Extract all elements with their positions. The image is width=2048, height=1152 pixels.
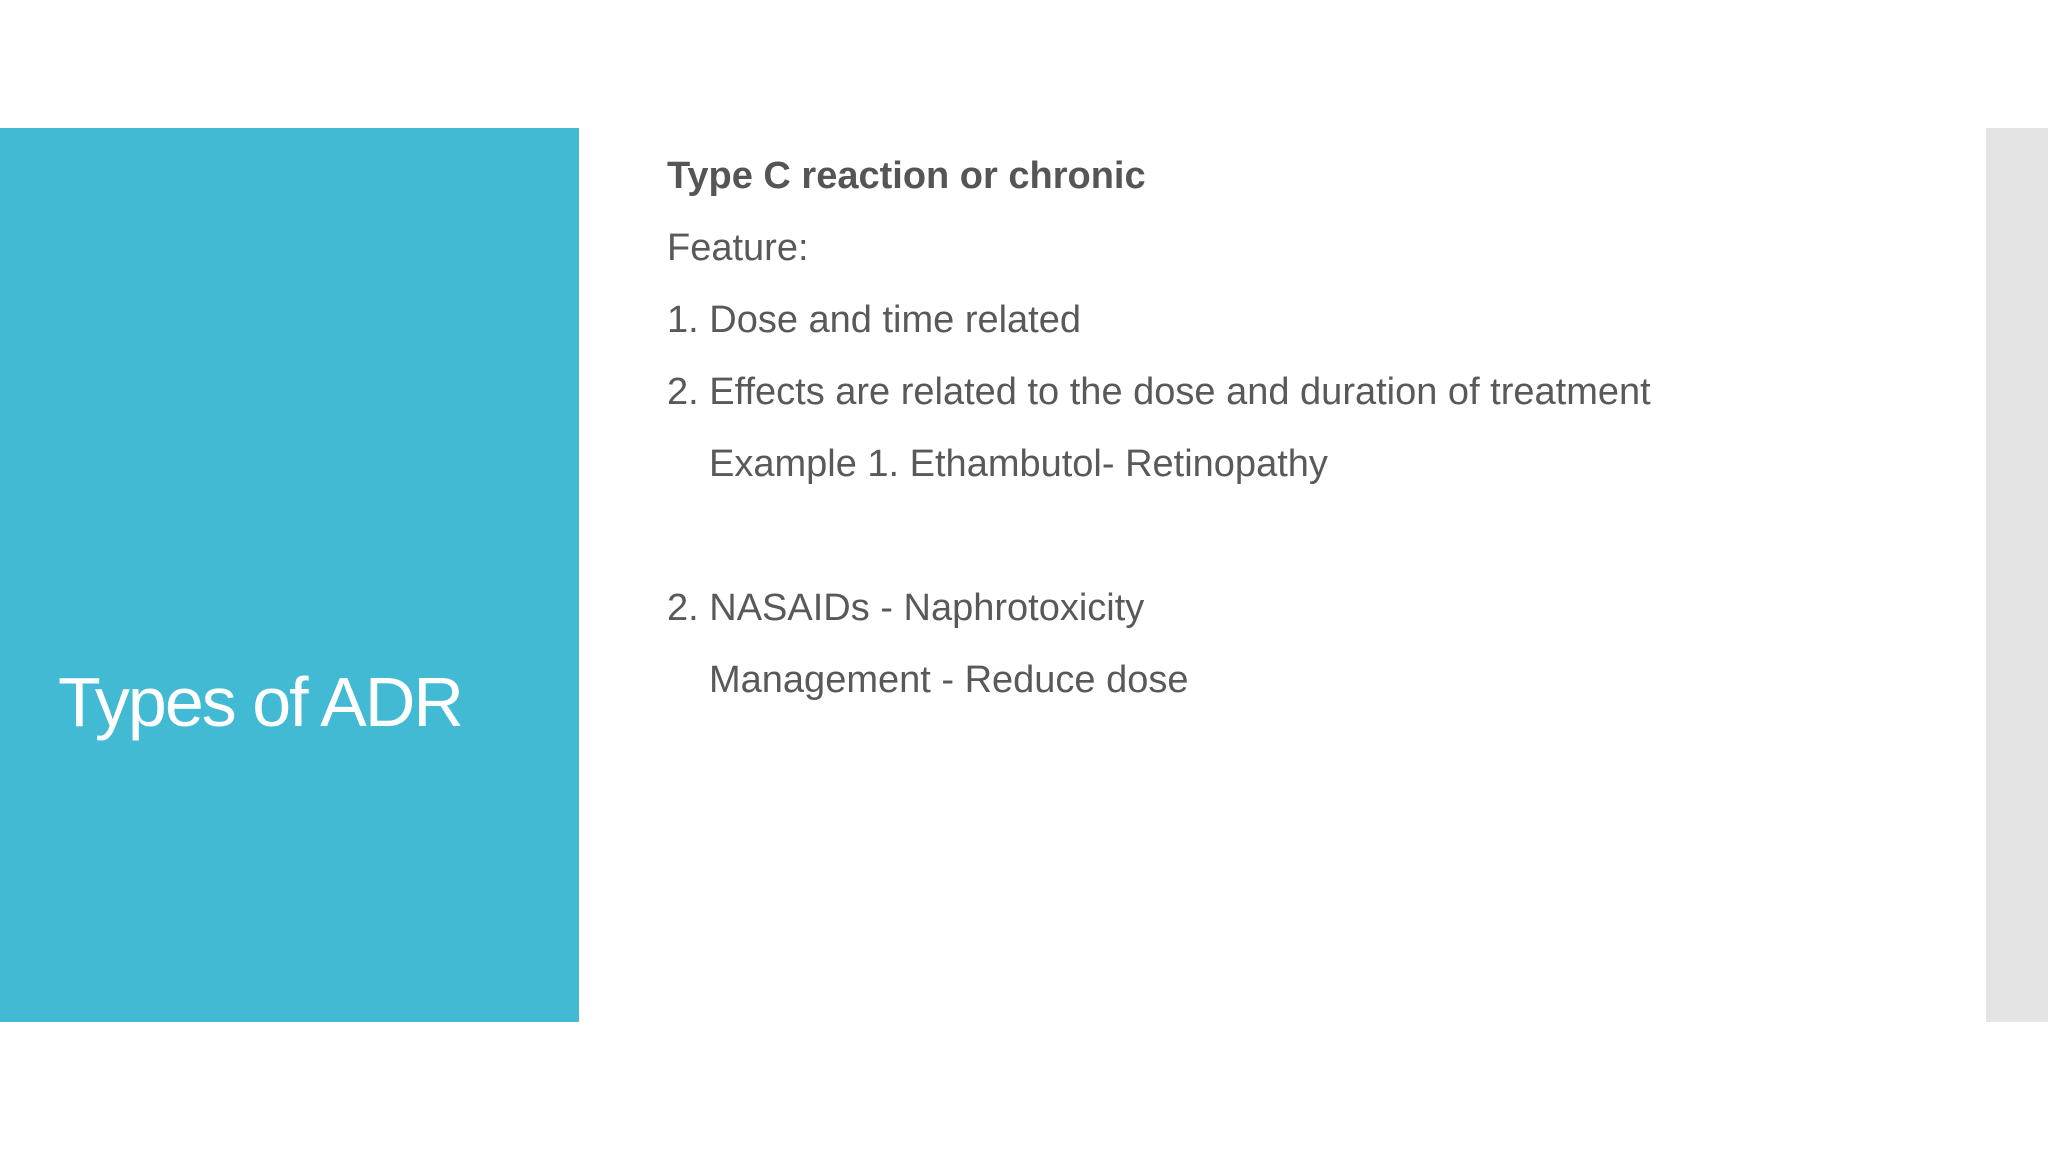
slide-title: Types of ADR <box>58 663 462 741</box>
feature-item-2: 2. Effects are related to the dose and duration of treatment <box>667 371 1651 413</box>
slide-content <box>667 140 1927 716</box>
example-item-1: Example 1. Ethambutol- Retinopathy <box>709 443 1328 485</box>
right-decor-strip <box>1986 128 2048 1022</box>
feature-label: Feature: <box>667 227 809 269</box>
feature-item-1: 1. Dose and time related <box>667 299 1082 341</box>
example-item-2: 2. NASAIDs - Naphrotoxicity <box>667 587 1145 629</box>
management-line: Management - Reduce dose <box>709 659 1189 701</box>
content-heading: Type C reaction or chronic <box>667 155 1146 197</box>
title-panel <box>0 128 579 1022</box>
blank-line <box>667 500 1927 572</box>
